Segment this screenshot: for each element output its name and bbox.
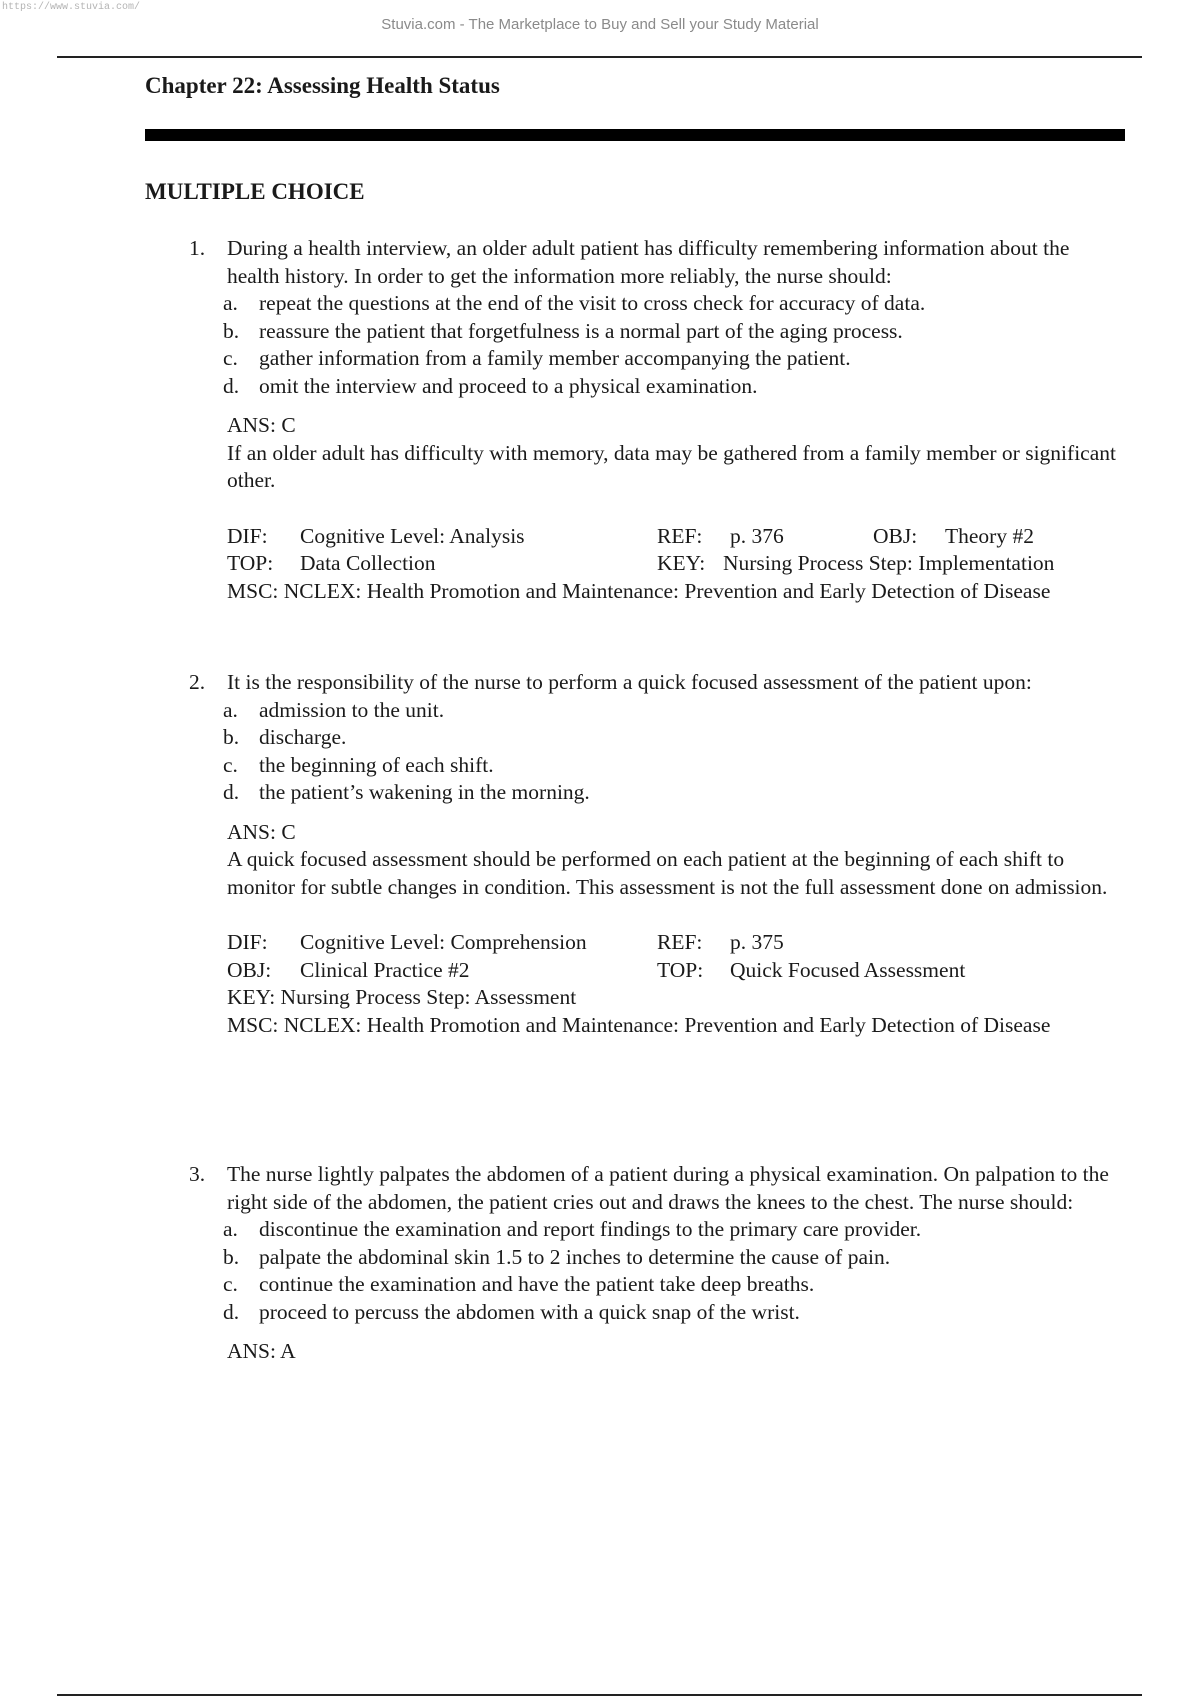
question-stem: During a health interview, an older adult patient has difficulty remembering information about the health history. In order to get the information more reliably, the nurse should: xyxy=(227,236,1070,288)
key-value: Nursing Process Step: Implementation xyxy=(723,551,1055,575)
option-letter: c. xyxy=(223,346,238,370)
option-letter: b. xyxy=(223,1244,240,1269)
question-stem: It is the responsibility of the nurse to perform a quick focused assessment of the patient upon: xyxy=(227,670,1032,694)
option-text: the beginning of each shift. xyxy=(259,752,494,777)
option-a xyxy=(145,697,1125,725)
option-text: gather information from a family member accompanying the patient. xyxy=(259,346,851,370)
option-text: continue the examination and have the patient take deep breaths. xyxy=(259,1272,815,1296)
question-stem: The nurse lightly palpates the abdomen of a patient during a physical examination. On palpation to the right side of the abdomen, the patient cries out and draws the knees to the chest. The nurse should: xyxy=(227,1162,1109,1214)
option-d xyxy=(145,779,1125,807)
obj-value: Theory #2 xyxy=(945,523,1034,548)
option-text: palpate the abdominal skin 1.5 to 2 inches to determine the cause of pain. xyxy=(259,1244,891,1269)
dif-label: DIF: xyxy=(227,930,268,954)
top-value: Quick Focused Assessment xyxy=(730,957,966,982)
option-letter: c. xyxy=(223,752,238,777)
option-text: reassure the patient that forgetfulness is a normal part of the aging process. xyxy=(259,318,903,343)
option-c xyxy=(145,752,1125,780)
question-metadata xyxy=(227,929,1125,1039)
page-header: Stuvia.com - The Marketplace to Buy and Sell your Study Material xyxy=(381,16,819,33)
answer: ANS: C xyxy=(227,819,296,844)
source-url-stamp: https://www.stuvia.com/ xyxy=(2,2,141,13)
question-metadata xyxy=(227,523,1125,606)
option-text: repeat the questions at the end of the visit to cross check for accuracy of data. xyxy=(259,291,926,315)
dif-value: Cognitive Level: Analysis xyxy=(300,523,525,548)
option-letter: d. xyxy=(223,373,240,398)
top-label: TOP: xyxy=(227,551,274,575)
title-divider xyxy=(145,129,1125,141)
key-label: KEY: xyxy=(657,551,706,575)
top-label: TOP: xyxy=(657,957,704,982)
msc-line: MSC: NCLEX: Health Promotion and Maintenance: Prevention and Early Detection of Disease xyxy=(227,1012,1051,1037)
ref-value: p. 376 xyxy=(730,523,784,548)
option-text: discontinue the examination and report findings to the primary care provider. xyxy=(259,1217,922,1241)
option-letter: b. xyxy=(223,725,240,749)
key-line: KEY: Nursing Process Step: Assessment xyxy=(227,985,577,1009)
option-b xyxy=(145,318,1125,346)
ref-value: p. 375 xyxy=(730,930,784,954)
rationale: A quick focused assessment should be performed on each patient at the beginning of each shift to monitor for subtle changes in condition. This assessment is not the full assessment done on admission. xyxy=(227,847,1108,899)
dif-value: Cognitive Level: Comprehension xyxy=(300,930,587,954)
option-text: discharge. xyxy=(259,725,347,749)
option-b xyxy=(145,1244,1125,1272)
msc-line: MSC: NCLEX: Health Promotion and Maintenance: Prevention and Early Detection of Disease xyxy=(227,578,1051,603)
option-c xyxy=(145,1271,1125,1299)
obj-label: OBJ: xyxy=(873,523,918,548)
answer: ANS: C xyxy=(227,413,296,437)
answer: ANS: A xyxy=(227,1339,296,1363)
header-rule xyxy=(57,56,1142,58)
option-d xyxy=(145,373,1125,401)
option-text: admission to the unit. xyxy=(259,697,445,722)
question-2 xyxy=(145,669,1125,1039)
option-c xyxy=(145,345,1125,373)
question-number: 2. xyxy=(189,670,206,694)
ref-label: REF: xyxy=(657,523,703,548)
option-letter: a. xyxy=(223,1217,238,1241)
question-1 xyxy=(145,235,1125,605)
option-text: the patient’s wakening in the morning. xyxy=(259,780,590,804)
option-a xyxy=(145,1216,1125,1244)
dif-label: DIF: xyxy=(227,523,268,548)
option-text: proceed to percuss the abdomen with a quick snap of the wrist. xyxy=(259,1299,800,1324)
option-letter: a. xyxy=(223,291,238,315)
section-title: MULTIPLE CHOICE xyxy=(145,179,365,204)
question-3 xyxy=(145,1161,1125,1366)
option-a xyxy=(145,290,1125,318)
obj-label: OBJ: xyxy=(227,957,272,982)
option-d xyxy=(145,1299,1125,1327)
obj-value: Clinical Practice #2 xyxy=(300,957,470,982)
option-letter: d. xyxy=(223,1299,240,1324)
option-letter: a. xyxy=(223,697,238,722)
option-b xyxy=(145,724,1125,752)
option-letter: d. xyxy=(223,780,240,804)
option-letter: b. xyxy=(223,318,240,343)
option-text: omit the interview and proceed to a physical examination. xyxy=(259,373,758,398)
top-value: Data Collection xyxy=(300,551,436,575)
rationale: If an older adult has difficulty with memory, data may be gathered from a family member or significant other. xyxy=(227,440,1116,492)
question-number: 3. xyxy=(189,1162,206,1186)
question-number: 1. xyxy=(189,236,206,260)
chapter-title: Chapter 22: Assessing Health Status xyxy=(145,73,500,98)
footer-rule xyxy=(57,1694,1142,1696)
option-letter: c. xyxy=(223,1272,238,1296)
ref-label: REF: xyxy=(657,930,703,954)
